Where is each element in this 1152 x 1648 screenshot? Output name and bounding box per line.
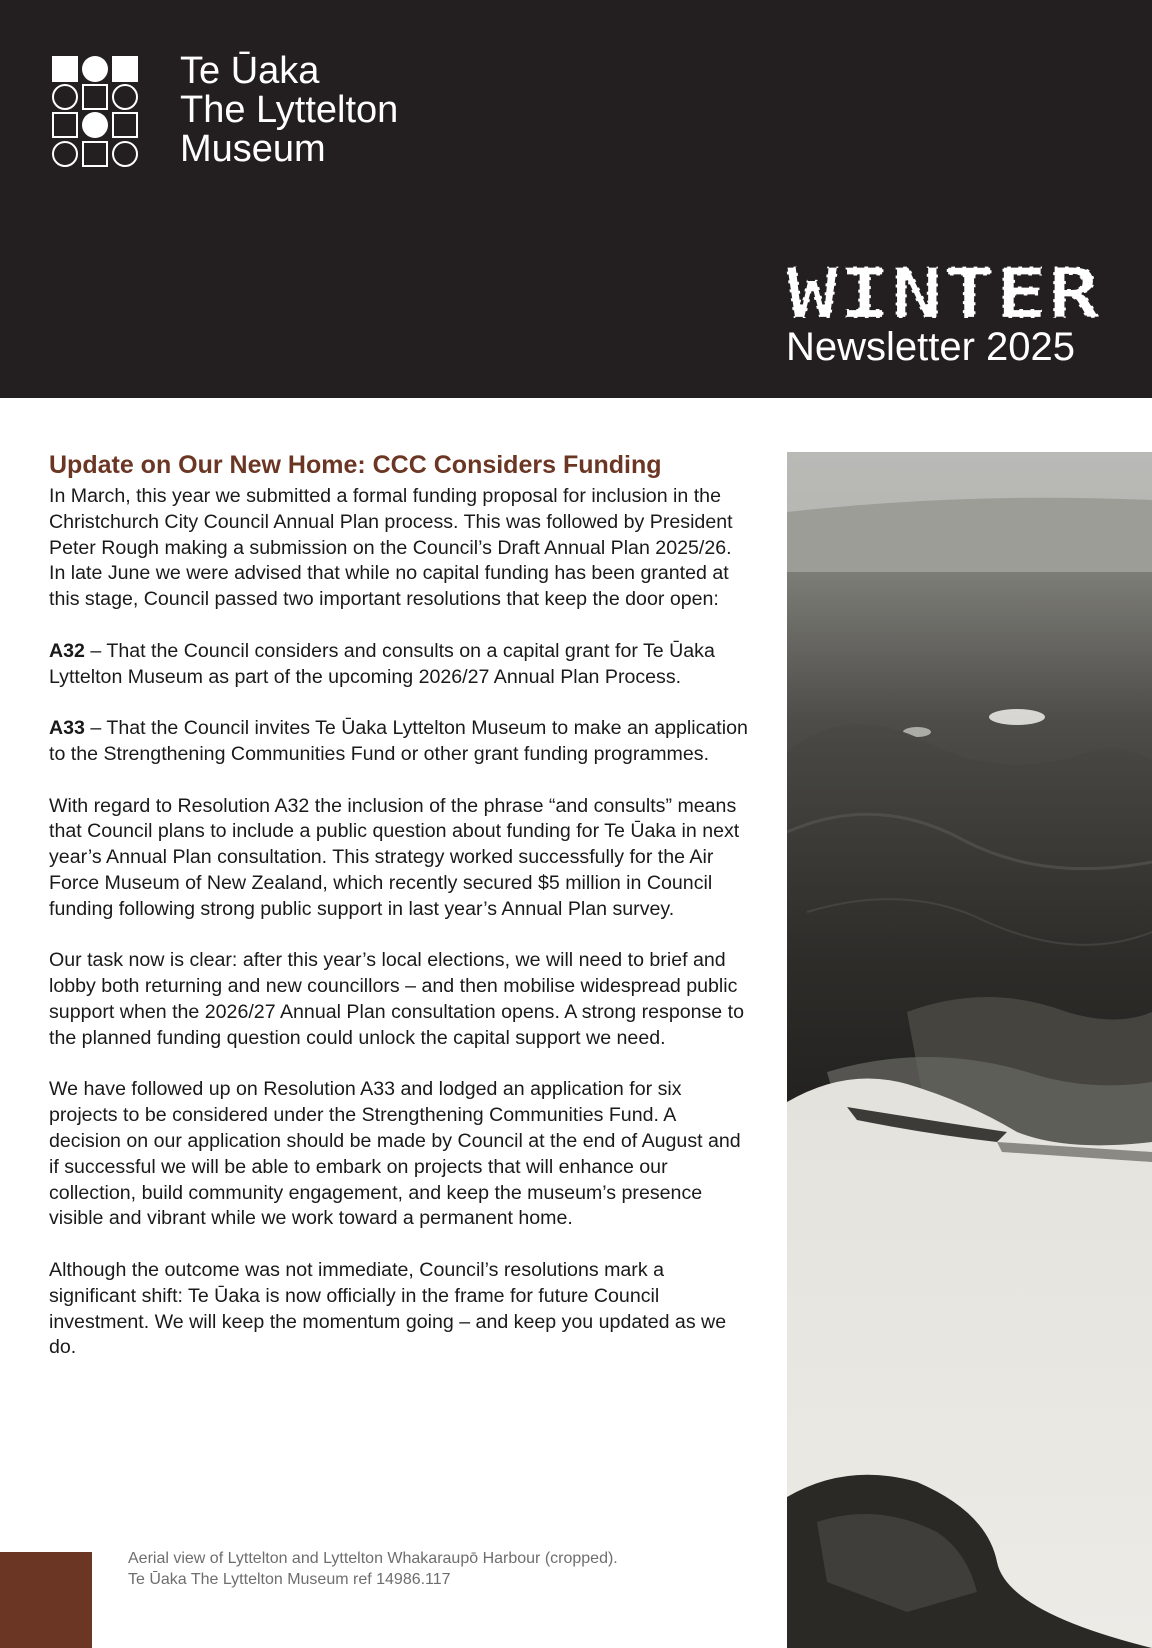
paragraph-text: With regard to Resolution A32 the inclusion of the phrase “and consults” means that Council plans to include a public question about funding for Te Ūaka in next year’s Annual Plan consultation. This strategy worked successfully for the Air Force Museum of New Zealand, which recently secured $5 million in Council funding following strong public support in last year’s Annual Plan survey. — [49, 794, 740, 920]
aerial-photo — [787, 452, 1152, 1648]
paragraph-text: In March, this year we submitted a formal funding proposal for inclusion in the Christchurch City Council Annual Plan process. This was followed by President Peter Rough making a submission on the Council’s Draft Annual Plan 2025/26. In late June we were advised that while no capital funding has been granted at this stage, Council passed two important resolutions that keep the door open: — [49, 485, 733, 611]
paragraph-text: – That the Council considers and consults on a capital grant for Te Ūaka Lyttelton Museum as part of the upcoming 2026/27 Annual Plan Process. — [49, 639, 715, 688]
photo-caption — [128, 1548, 618, 1590]
article-paragraph — [49, 1258, 749, 1361]
caption-line-2: Te Ūaka The Lyttelton Museum ref 14986.117 — [128, 1571, 451, 1588]
paragraph-text: – That the Council invites Te Ūaka Lyttelton Museum to make an application to the Strengthening Communities Fund or other grant funding programmes. — [49, 717, 748, 765]
museum-name — [180, 52, 398, 169]
article-paragraph — [49, 639, 749, 691]
paragraph-text: Our task now is clear: after this year’s local elections, we will need to brief and lobby both returning and new councillors – and then mobilise widespread public support when the 2026/27 Annual Plan consultation opens. A strong response to the planned funding question could unlock the capital support we need. — [49, 949, 744, 1049]
article — [49, 450, 749, 1387]
article-paragraph — [49, 794, 749, 923]
article-paragraph — [49, 948, 749, 1051]
accent-block — [0, 1552, 92, 1648]
museum-logo-icon — [52, 56, 138, 168]
museum-name-line-3: Museum — [180, 128, 326, 170]
newsletter-subtitle: Newsletter 2025 — [786, 325, 1076, 369]
resolution-label: A33 — [49, 717, 85, 740]
aerial-photo-image — [787, 452, 1152, 1648]
season-title-text: WINTER — [786, 262, 1102, 324]
article-paragraph — [49, 1077, 749, 1232]
museum-name-line-2: The Lyttelton — [180, 89, 399, 131]
caption-line-1: Aerial view of Lyttelton and Lyttelton Whakaraupō Harbour (cropped). — [128, 1550, 618, 1567]
season-title — [786, 262, 1104, 324]
museum-name-line-1: Te Ūaka — [180, 50, 320, 92]
paragraph-text: Although the outcome was not immediate, Council’s resolutions mark a significant shift: Te Ūaka is now officially in the frame for future Council investment. We will keep the momentum going – and keep you updated as we do. — [49, 1258, 727, 1359]
article-paragraph — [49, 716, 749, 768]
resolution-label: A32 — [49, 639, 85, 662]
article-paragraph — [49, 484, 749, 613]
paragraph-text: We have followed up on Resolution A33 and lodged an application for six projects to be considered under the Strengthening Communities Fund. A decision on our application should be made by Council at the end of August and if successful we will be able to embark on projects that will enhance our collection, build community engagement, and keep the museum’s presence visible and vibrant while we work toward a permanent home. — [49, 1078, 741, 1230]
masthead — [0, 0, 1152, 398]
article-title: Update on Our New Home: CCC Considers Funding — [49, 451, 662, 479]
